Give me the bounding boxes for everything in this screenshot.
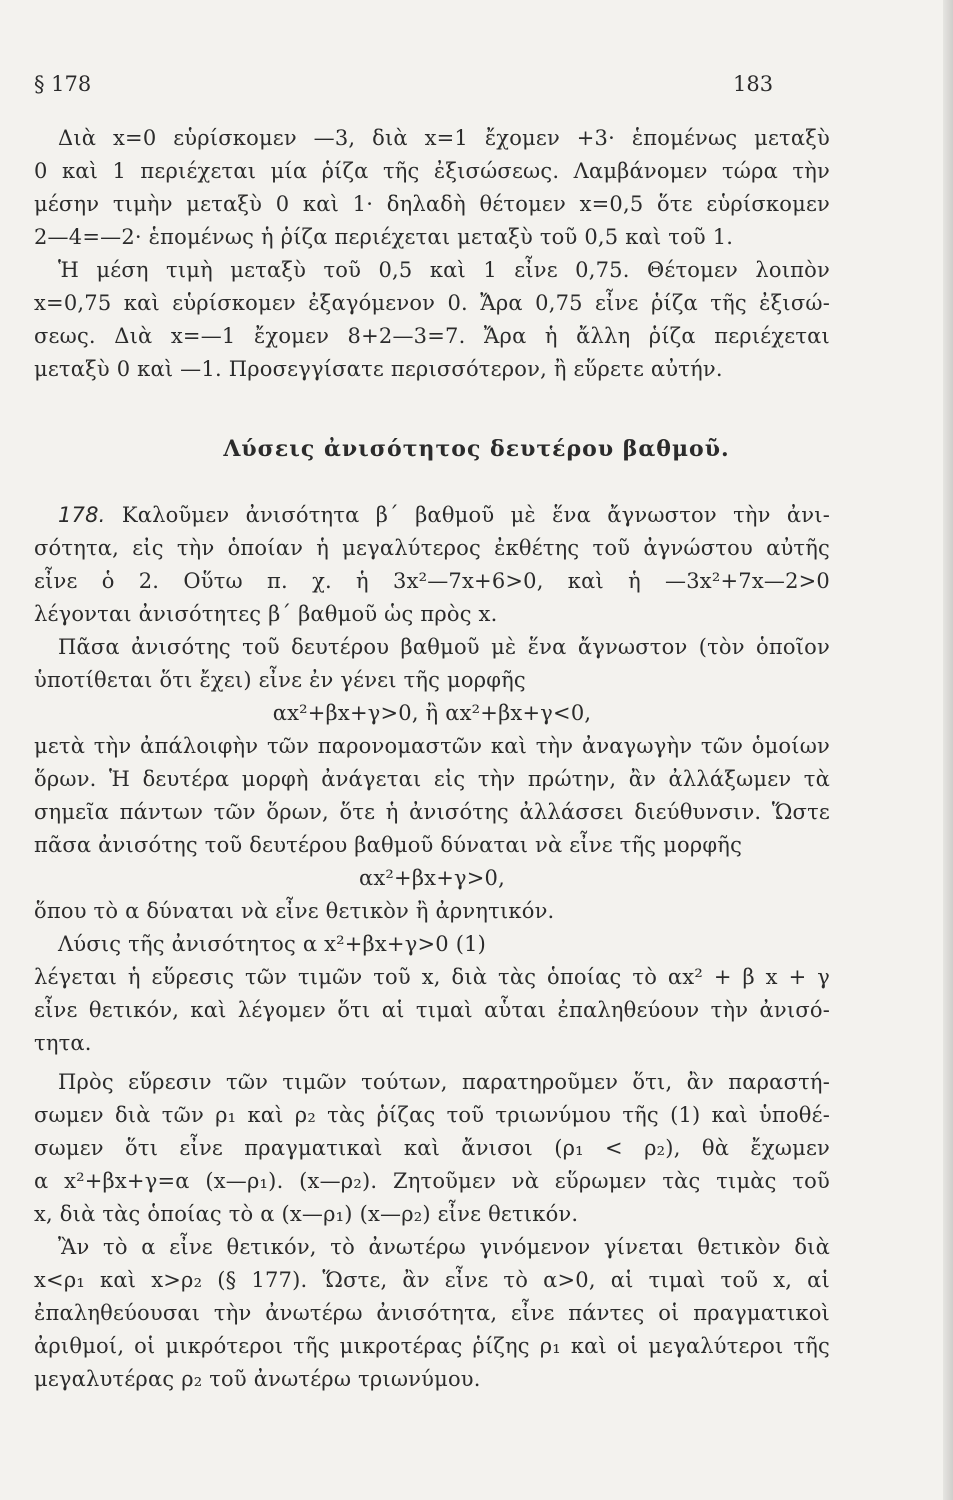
text-line-content: λέγεται ἡ εὕρεσις τῶν τιμῶν τοῦ x, διὰ τὰς ὁποίας τὸ αx² + β x + γ: [34, 965, 830, 989]
text-line: [34, 567, 830, 595]
text-line: [34, 534, 830, 562]
text-line-content: 0 καὶ 1 περιέχεται μία ῥίζα τῆς ἐξισώσεως. Λαμβάνομεν τώρα τὴν: [34, 159, 830, 183]
text-line: [34, 732, 830, 760]
text-line: [34, 699, 830, 727]
text-line-content: ὑποτίθεται ὅτι ἔχει) εἶνε ἐν γένει τῆς μορφῆς: [34, 668, 526, 692]
text-line: [58, 124, 830, 152]
text-line-content: σότητα, εἰς τὴν ὁποίαν ἡ μεγαλύτερος ἐκθέτης τοῦ ἀγνώστου αὐτῆς: [34, 536, 830, 560]
text-line: [34, 355, 830, 383]
text-line: [34, 864, 830, 892]
text-line: [34, 666, 830, 694]
text-line: [34, 223, 830, 251]
text-line-content: σωμεν διὰ τῶν ρ₁ καὶ ρ₂ τὰς ῥίζας τοῦ τριωνύμου τῆς (1) καὶ ὑποθέ-: [34, 1103, 830, 1127]
text-line-content: Διὰ x=0 εὑρίσκομεν —3, διὰ x=1 ἔχομεν +3· ἑπομένως μεταξὺ: [58, 126, 830, 150]
text-line: [34, 1134, 830, 1162]
text-line: [58, 930, 830, 958]
text-line: [34, 1266, 830, 1294]
text-line-content: Ἡ μέση τιμὴ μεταξὺ τοῦ 0,5 καὶ 1 εἶνε 0,75. Θέτομεν λοιπὸν: [58, 258, 830, 282]
text-line-content: λέγονται ἀνισότητες β΄ βαθμοῦ ὡς πρὸς x.: [34, 602, 498, 626]
text-line: [34, 1029, 830, 1057]
text-line: [58, 633, 830, 661]
text-line-content: Λύσις τῆς ἀνισότητος α x²+βx+γ>0 (1): [58, 932, 487, 956]
page-number: 183: [733, 72, 774, 96]
text-line-content: σημεῖα πάντων τῶν ὅρων, ὅτε ἡ ἀνισότης ἀλλάσσει διεύθυνσιν. Ὥστε: [34, 800, 830, 824]
text-line: [34, 831, 830, 859]
text-line: [34, 322, 830, 350]
text-line: [34, 798, 830, 826]
text-line-content: 2—4=—2· ἑπομένως ἡ ῥίζα περιέχεται μεταξὺ τοῦ 0,5 καὶ τοῦ 1.: [34, 225, 734, 249]
text-line-content: Πρὸς εὕρεσιν τῶν τιμῶν τούτων, παρατηροῦμεν ὅτι, ἂν παραστή-: [58, 1070, 830, 1094]
text-line-content: ὅπου τὸ α δύναται νὰ εἶνε θετικὸν ἢ ἀρνητικόν.: [34, 899, 555, 923]
text-line: [34, 1101, 830, 1129]
text-line: [58, 1233, 830, 1261]
text-line-content: μετὰ τὴν ἀπάλοιφὴν τῶν παρονομαστῶν καὶ τὴν ἀναγωγὴν τῶν ὁμοίων: [34, 734, 830, 758]
text-line-content: εἶνε θετικόν, καὶ λέγομεν ὅτι αἱ τιμαὶ αὗται ἐπαληθεύουν τὴν ἀνισό-: [34, 998, 830, 1022]
text-line: [34, 1200, 830, 1228]
text-line: [34, 996, 830, 1024]
section-reference: § 178: [34, 72, 92, 96]
text-line: [34, 157, 830, 185]
text-line-content: σωμεν ὅτι εἶνε πραγματικαὶ καὶ ἄνισοι (ρ₁ < ρ₂), θὰ ἔχωμεν: [34, 1136, 830, 1160]
section-heading: Λύσεις ἀνισότητος δευτέρου βαθμοῦ.: [223, 436, 730, 462]
text-line: [34, 963, 830, 991]
page-edge-shadow: [943, 0, 953, 1500]
text-line-content: τητα.: [34, 1031, 92, 1055]
text-line-content: x<ρ₁ καὶ x>ρ₂ (§ 177). Ὥστε, ἂν εἶνε τὸ α>0, αἱ τιμαὶ τοῦ x, αἱ: [34, 1268, 830, 1292]
text-line: [34, 289, 830, 317]
text-line-content: x, διὰ τὰς ὁποίας τὸ α (x—ρ₁) (x—ρ₂) εἶνε θετικόν.: [34, 1202, 579, 1226]
section-number: 178.: [58, 503, 122, 527]
text-line: [34, 1167, 830, 1195]
text-line: [34, 765, 830, 793]
text-line: [34, 1365, 830, 1393]
text-line-content: πᾶσα ἀνισότης τοῦ δευτέρου βαθμοῦ δύναται νὰ εἶνε τῆς μορφῆς: [34, 833, 743, 857]
text-line: [34, 600, 830, 628]
text-line-content: εἶνε ὁ 2. Οὕτω π. χ. ἡ 3x²—7x+6>0, καὶ ἡ —3x²+7x—2>0: [34, 569, 830, 593]
text-line-content: Καλοῦμεν ἀνισότητα β΄ βαθμοῦ μὲ ἕνα ἄγνωστον τὴν ἀνι-: [121, 503, 830, 527]
text-line: [58, 1068, 830, 1096]
text-line: [34, 190, 830, 218]
text-line-content: μεταξὺ 0 καὶ —1. Προσεγγίσατε περισσότερον, ἢ εὕρετε αὐτήν.: [34, 357, 723, 381]
text-line-content: α x²+βx+γ=α (x—ρ₁). (x—ρ₂). Ζητοῦμεν νὰ εὕρωμεν τὰς τιμὰς τοῦ: [34, 1169, 830, 1193]
text-line-content: μέσην τιμὴν μεταξὺ 0 καὶ 1· δηλαδὴ θέτομεν x=0,5 ὅτε εὑρίσκομεν: [34, 192, 830, 216]
text-line-content: x=0,75 καὶ εὑρίσκομεν ἐξαγόμενον 0. Ἄρα 0,75 εἶνε ῥίζα τῆς ἐξισώ-: [34, 291, 830, 315]
text-line-content: σεως. Διὰ x=—1 ἔχομεν 8+2—3=7. Ἄρα ἡ ἄλλη ῥίζα περιέχεται: [34, 324, 830, 348]
text-line-content: ὅρων. Ἡ δευτέρα μορφὴ ἀνάγεται εἰς τὴν πρώτην, ἂν ἀλλάξωμεν τὰ: [34, 767, 830, 791]
text-line: [58, 256, 830, 284]
text-line-content: αx²+βx+γ>0, ἢ αx²+βx+γ<0,: [272, 701, 592, 725]
text-line-content: μεγαλυτέρας ρ₂ τοῦ ἀνωτέρω τριωνύμου.: [34, 1367, 481, 1391]
text-line-content: Πᾶσα ἀνισότης τοῦ δευτέρου βαθμοῦ μὲ ἕνα ἄγνωστον (τὸν ὁποῖον: [58, 635, 830, 659]
text-line-content: ἐπαληθεύουσαι τὴν ἀνωτέρω ἀνισότητα, εἶνε πάντες οἱ πραγματικοὶ: [34, 1301, 830, 1325]
text-line-content: Ἂν τὸ α εἶνε θετικόν, τὸ ἀνωτέρω γινόμενον γίνεται θετικὸν διὰ: [58, 1235, 830, 1259]
text-line: [34, 1332, 830, 1360]
text-line-content: ἀριθμοί, οἱ μικρότεροι τῆς μικροτέρας ῥίζης ρ₁ καὶ οἱ μεγαλύτεροι τῆς: [34, 1334, 830, 1358]
text-line-content: αx²+βx+γ>0,: [358, 866, 505, 890]
text-line: [58, 501, 830, 529]
text-line: [34, 897, 830, 925]
text-line: [34, 1299, 830, 1327]
